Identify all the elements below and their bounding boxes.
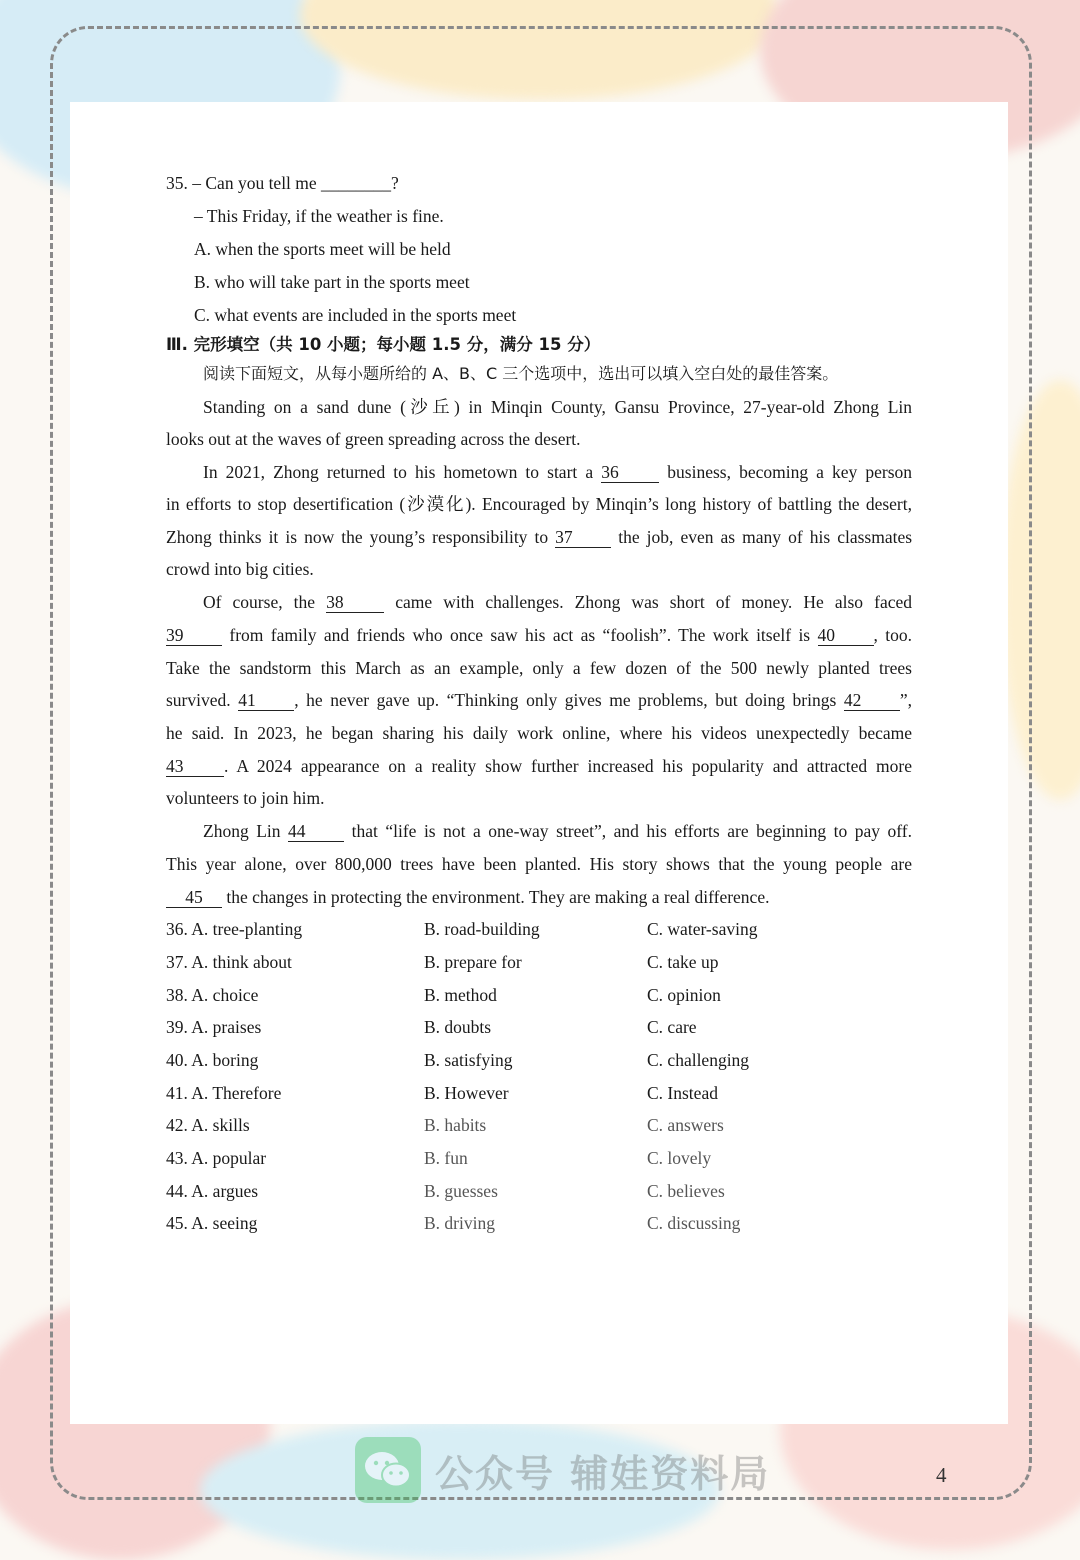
option-c[interactable]: C. lovely [647,1148,712,1168]
option-b[interactable]: B. fun [424,1148,468,1168]
blank-44[interactable]: 44 [288,821,344,842]
option-c[interactable]: C. challenging [647,1050,750,1070]
option-c[interactable]: C. answers [647,1115,724,1135]
blank-37[interactable]: 37 [555,527,611,548]
blank-38[interactable]: 38 [326,592,384,613]
passage-line: 39 from family and friends who once saw his act as “foolish”. The work itself is 40 , too. [166,625,913,645]
passage-line: 43 . A 2024 appearance on a reality show further increased his popularity and attracted more [166,756,912,776]
option-a[interactable]: 42. A. skills [166,1115,250,1135]
option-b[interactable]: B. method [424,985,497,1005]
passage-line: This year alone, over 800,000 trees have been planted. His story shows that the young people are [166,854,912,874]
option-c[interactable]: C. care [647,1017,697,1037]
option-b[interactable]: B. habits [424,1115,487,1135]
passage-line: Standing on a sand dune (沙丘) in Minqin County, Gansu Province, 27-year-old Zhong Lin [203,397,912,417]
q35-option-a: A. when the sports meet will be held [194,239,451,259]
q35-option-b: B. who will take part in the sports meet [194,272,470,292]
passage-line: crowd into big cities. [166,559,314,579]
blank-39[interactable]: 39 [166,625,222,646]
option-b[interactable]: B. satisfying [424,1050,513,1070]
watermark-text: 公众号 辅娃资料局 [435,1451,771,1496]
passage-line: Of course, the 38 came with challenges. Zhong was short of money. He also faced [203,592,912,612]
option-a[interactable]: 40. A. boring [166,1050,259,1070]
option-a[interactable]: 44. A. argues [166,1181,259,1201]
blank-43[interactable]: 43 [166,756,224,777]
option-b[interactable]: B. doubts [424,1017,492,1037]
blank-42[interactable]: 42 [844,690,900,711]
option-a[interactable]: 41. A. Therefore [166,1083,282,1103]
passage-line: 45 the changes in protecting the environment. They are making a real difference. [166,885,769,909]
option-c[interactable]: C. water-saving [647,919,758,939]
passage-line: he said. In 2023, he began sharing his daily work online, where his videos unexpectedly became [166,723,912,743]
passage-line: Zhong Lin 44 that “life is not a one-way street”, and his efforts are beginning to pay off. [203,821,913,841]
blank-40[interactable]: 40 [818,625,874,646]
section-instruction: 阅读下面短文，从每小题所给的 A、B、C 三个选项中，选出可以填入空白处的最佳答案。 [203,364,839,383]
blank-45[interactable]: 45 [166,887,222,908]
watermark [355,1437,770,1503]
passage-line: Take the sandstorm this March as an example, only a few dozen of the 500 newly planted trees [166,658,912,678]
option-a[interactable]: 43. A. popular [166,1148,267,1168]
option-a[interactable]: 45. A. seeing [166,1213,258,1233]
option-c[interactable]: C. opinion [647,985,721,1005]
passage-line: looks out at the waves of green spreading across the desert. [166,429,581,449]
option-a[interactable]: 38. A. choice [166,985,259,1005]
option-a[interactable]: 39. A. praises [166,1017,262,1037]
option-b[interactable]: B. prepare for [424,952,522,972]
q35-option-c: C. what events are included in the sports meet [194,305,517,325]
blank-41[interactable]: 41 [238,690,294,711]
passage-line: survived. 41 , he never gave up. “Thinking only gives me problems, but doing brings 42 ”, [166,690,913,710]
option-a[interactable]: 36. A. tree-planting [166,919,303,939]
option-c[interactable]: C. discussing [647,1213,741,1233]
passage-line: In 2021, Zhong returned to his hometown to start a 36 business, becoming a key person [203,462,913,482]
passage-line: volunteers to join him. [166,788,325,808]
section-heading: Ⅲ. 完形填空（共 10 小题；每小题 1.5 分，满分 15 分） [166,335,601,354]
option-b[interactable]: B. road-building [424,919,540,939]
page-number: 4 [936,1463,947,1487]
q35-stem: 35. – Can you tell me ________? [166,173,399,193]
wechat-icon [355,1437,421,1503]
option-c[interactable]: C. take up [647,952,719,972]
passage-line: Zhong thinks it is now the young’s responsibility to 37 the job, even as many of his classmates [166,527,913,547]
passage-line: in efforts to stop desertification (沙漠化). Encouraged by Minqin’s long history of battling the desert, [166,494,912,514]
option-c[interactable]: C. Instead [647,1083,718,1103]
q35-reply: – This Friday, if the weather is fine. [194,206,444,226]
option-b[interactable]: B. guesses [424,1181,498,1201]
option-c[interactable]: C. believes [647,1181,725,1201]
blank-36[interactable]: 36 [601,462,659,483]
option-a[interactable]: 37. A. think about [166,952,292,972]
option-b[interactable]: B. driving [424,1213,495,1233]
option-b[interactable]: B. However [424,1083,509,1103]
